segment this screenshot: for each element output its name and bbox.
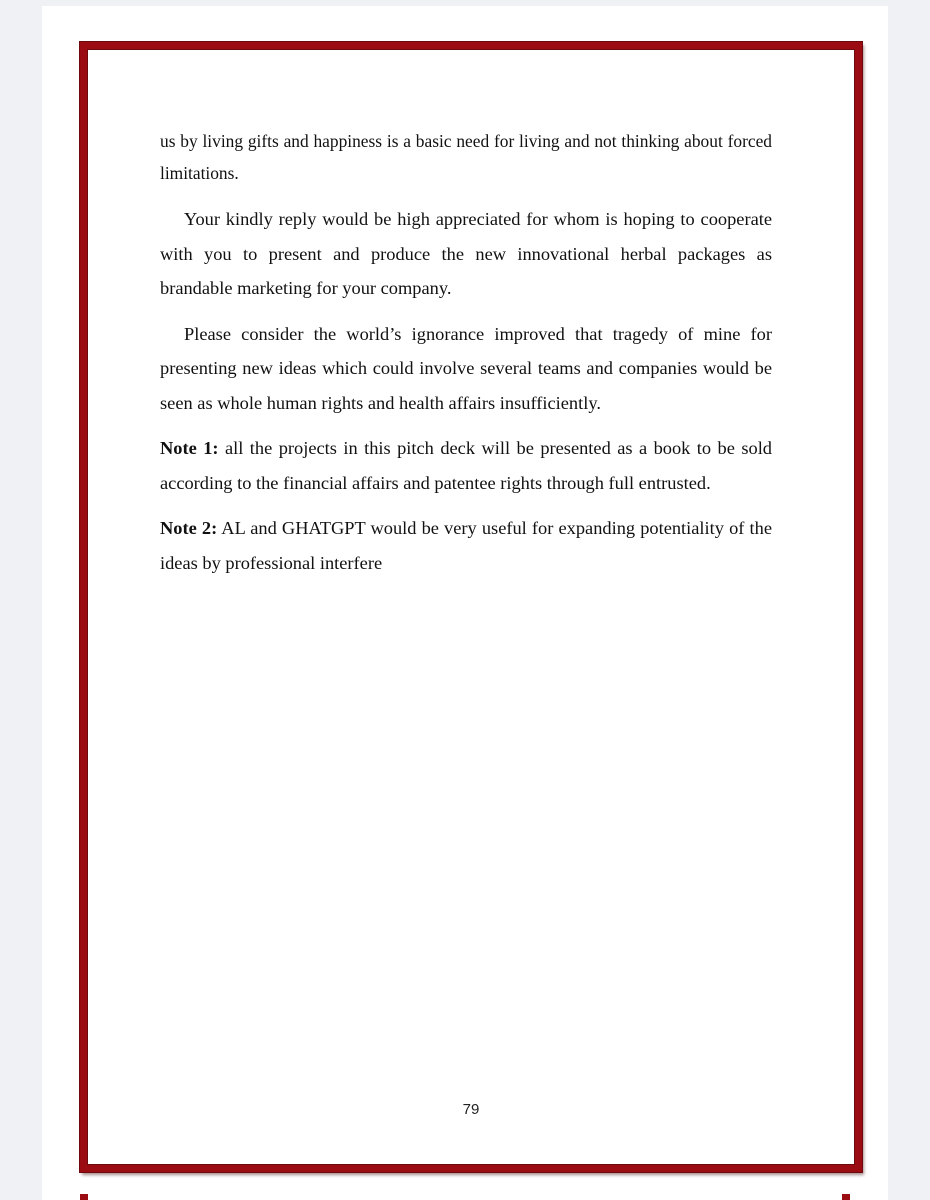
document-page: [42, 6, 888, 1200]
paragraph-continuation: us by living gifts and happiness is a basic need for living and not thinking about forced limitations.: [160, 131, 772, 183]
note-2-label: Note 2:: [160, 518, 218, 538]
page-number: 79: [462, 1101, 480, 1118]
next-page-frame-edge-right: [842, 1194, 850, 1200]
page-body: [160, 125, 772, 591]
page-border-frame: [80, 42, 862, 1172]
note-2-text: AL and GHATGPT would be very useful for expanding potentiality of the ideas by professional interfere: [160, 518, 772, 573]
paragraph-consideration: Please consider the world’s ignorance improved that tragedy of mine for presenting new ideas which could involve several teams and companies would be seen as whole human rights and health affairs insufficiently.: [160, 323, 772, 413]
paragraph-reply-request: Your kindly reply would be high appreciated for whom is hoping to cooperate with you to present and produce the new innovational herbal packages as brandable marketing for your company.: [160, 209, 772, 298]
next-page-frame-edge-left: [80, 1194, 88, 1200]
note-2: [160, 511, 772, 580]
note-1-text: all the projects in this pitch deck will be presented as a book to be sold according to the financial affairs and patentee rights through full entrusted.: [160, 438, 772, 493]
note-1: [160, 431, 772, 500]
note-1-label: Note 1:: [160, 438, 219, 458]
